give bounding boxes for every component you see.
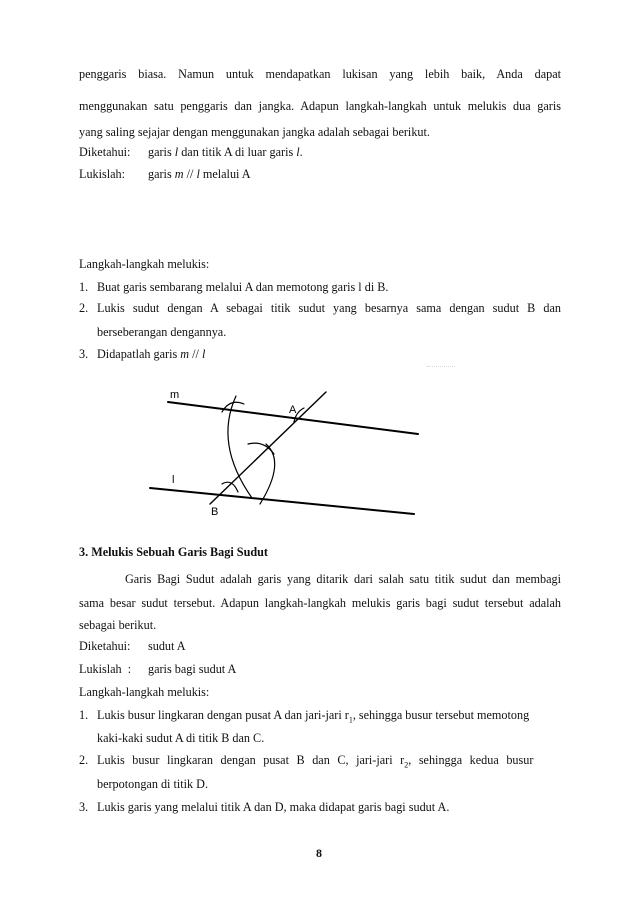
section-3-draw [79,661,236,677]
parallel-known-end: . [299,145,303,159]
label-b: B [211,506,219,518]
intro-line-1: penggaris biasa. Namun untuk mendapatkan lukisan yang lebih baik, Anda dapat [79,67,561,81]
section-3-step-2-cont: berpotongan di titik D. [97,777,209,791]
parallel-known-pre: garis [148,145,175,159]
parallel-step-3-pre: Didapatlah garis [97,347,181,361]
parallel-step-3-num: 3. [79,347,89,361]
section-3-step-1 [79,707,529,728]
parallel-draw [79,166,251,182]
section-3-known [79,638,186,654]
section-3-draw-value: garis bagi sudut A [148,662,237,676]
parallel-draw-m: m [174,167,184,181]
scan-speck [427,366,455,368]
parallel-known-post: dan titik A di luar garis [178,145,297,159]
section-3-para-line-2: sama besar sudut tersebut. Adapun langkah-langkah melukis garis bagi sudut tersebut adalah [79,596,561,610]
parallel-step-3-l: l [201,347,206,361]
section-3-step-3-text: Lukis garis yang melalui titik A dan D, maka didapat garis bagi sudut A. [97,800,450,814]
parallel-draw-post: melalui A [199,167,251,181]
section-3-title: 3. Melukis Sebuah Garis Bagi Sudut [79,545,268,559]
section-3-step-2-sub: 2 [404,760,409,770]
intro-line-3: yang saling sejajar dengan menggunakan jangka adalah sebagai berikut. [79,125,430,139]
parallel-known-label: Diketahui: [79,145,131,159]
parallel-step-1-text: Buat garis sembarang melalui A dan memotong garis l di B. [97,280,389,294]
section-3-step-3 [79,799,449,815]
section-3-step-2 [79,752,533,773]
section-3-step-1-cont: kaki-kaki sudut A di titik B dan C. [97,731,265,745]
section-3-step-1-pre: Lukis busur lingkaran dengan pusat A dan jari-jari r [97,708,349,722]
section-3-known-label: Diketahui: [79,639,131,653]
section-3-para-line-3: sebagai berikut. [79,618,157,632]
section-3-step-1-post: , sehingga busur tersebut memotong [352,708,530,722]
line-l [150,488,414,514]
parallel-known [79,144,303,160]
parallel-known-l2: l [296,145,300,159]
section-3-steps-title: Langkah-langkah melukis: [79,685,210,699]
section-3-step-2-num: 2. [79,753,89,767]
parallel-step-3 [79,346,205,362]
parallel-step-2-cont: berseberangan dengannya. [97,325,227,339]
section-3-draw-label: Lukislah : [79,662,132,676]
parallel-step-3-par: // [189,347,202,361]
parallel-known-l: l [174,145,179,159]
parallel-step-3-m: m [180,347,190,361]
parallel-step-1-num: 1. [79,280,89,294]
label-a: A [289,404,297,416]
section-3-step-1-sub: 1 [348,715,353,725]
parallel-draw-par: // [183,167,197,181]
label-l: l [172,474,175,486]
parallel-step-1 [79,279,388,295]
intro-line-2: menggunakan satu penggaris dan jangka. Adapun langkah-langkah untuk melukis dua garis [79,99,561,113]
section-3-step-2-post: , sehingga kedua busur [408,753,534,767]
parallel-step-2 [79,300,561,316]
parallel-construction-figure [148,382,428,520]
parallel-draw-pre: garis [148,167,175,181]
label-m: m [170,389,180,401]
section-3-step-3-num: 3. [79,800,89,814]
section-3-step-2-pre: Lukis busur lingkaran dengan pusat B dan C, jari-jari r [97,753,405,767]
page-number: 8 [316,846,322,860]
section-3-known-value: sudut A [148,639,186,653]
parallel-step-2-text: Lukis sudut dengan A sebagai titik sudut yang besarnya sama dengan sudut B dan [97,301,561,315]
parallel-draw-label: Lukislah: [79,167,126,181]
parallel-step-2-num: 2. [79,301,89,315]
section-3-step-1-num: 1. [79,708,89,722]
section-3-para-line-1: Garis Bagi Sudut adalah garis yang ditarik dari salah satu titik sudut dan membagi [125,572,561,586]
parallel-draw-l: l [196,167,200,181]
parallel-steps-title: Langkah-langkah melukis: [79,257,210,271]
